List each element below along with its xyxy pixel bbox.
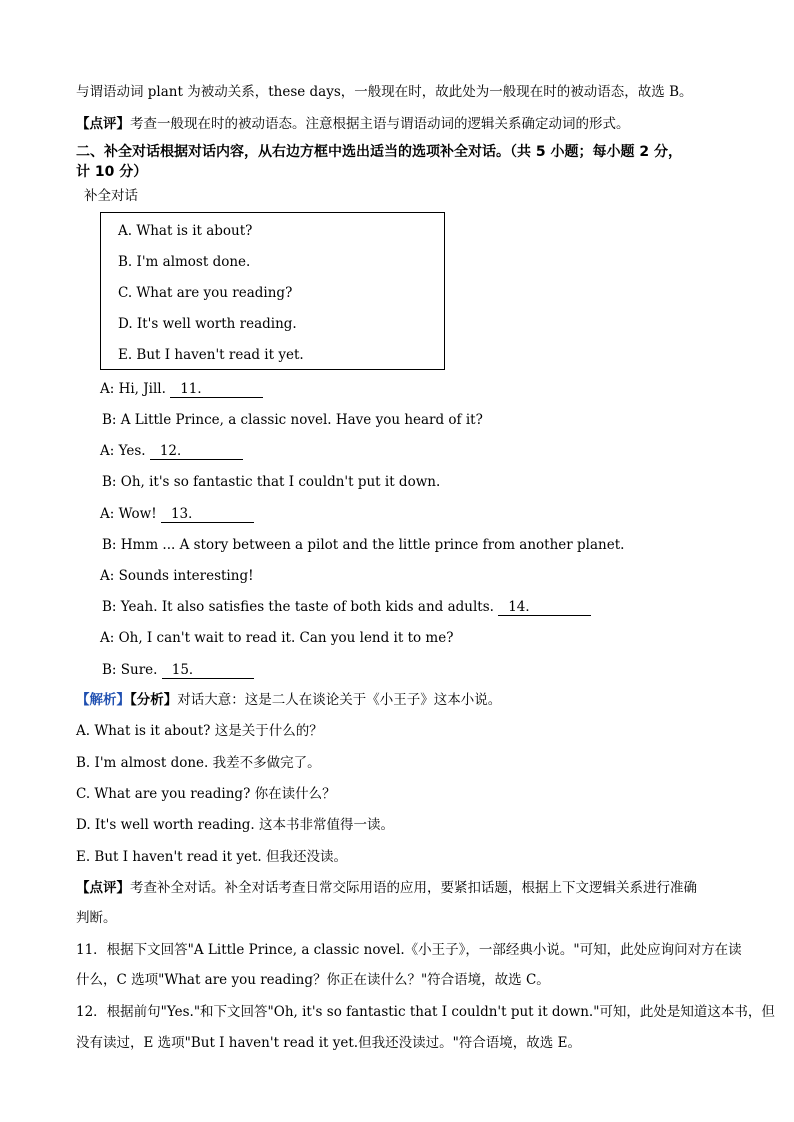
dialogue-line: B: Hmm ... A story between a pilot and the little prince from another planet. [102,537,625,553]
answer-blank-14: 14． [498,600,591,616]
comment-tag: 【点评】 [76,116,130,132]
answer-blank-15: 15． [162,663,255,679]
dialogue-text: B: Yeah. It also satisfies the taste of both kids and adults. [102,599,499,615]
option-b: B. I'm almost done. [118,254,251,270]
dialogue-line: B: Oh, it's so fantastic that I couldn't put it down. [102,474,441,490]
dialogue-line [100,506,254,523]
section-heading-cont: 计 10 分） [76,164,148,180]
dialogue-text: A: Hi, Jill. [100,381,171,397]
comment-line-cont: 判断。 [76,910,117,926]
comment-tag: 【点评】 [76,880,130,896]
dialogue-line [102,599,591,616]
dialogue-line [102,662,254,679]
option-a: A. What is it about? [118,223,253,239]
option-c: C. What are you reading? [118,285,293,301]
analysis-summary: 对话大意：这是二人在谈论关于《小王子》这本小说。 [177,692,502,708]
dialogue-text: A: Yes. [100,443,150,459]
comment-line [76,880,697,896]
section-heading: 二、补全对话根据对话内容，从右边方框中选出适当的选项补全对话。（共 5 小题；每小题 2 分， [76,144,682,160]
translation-item: D. It's well worth reading. 这本书非常值得一读。 [76,817,395,833]
dialogue-line: A: Sounds interesting! [100,568,254,584]
comment-line [76,116,630,132]
dialogue-line: B: A Little Prince, a classic novel. Have you heard of it? [102,412,483,428]
analysis-subtag: 【分析】 [130,692,178,708]
explanation-12: 12．根据前句"Yes."和下文回答"Oh, it's so fantastic that I couldn't put it down."可知，此处是知道这本书，但 [76,1004,775,1020]
comment-text: 考查一般现在时的被动语态。注意根据主语与谓语动词的逻辑关系确定动词的形式。 [130,116,630,132]
dialogue-line: A: Oh, I can't wait to read it. Can you lend it to me? [100,630,454,646]
dialogue-line [100,381,263,398]
translation-item: E. But I haven't read it yet. 但我还没读。 [76,849,347,865]
section-subtitle: 补全对话 [84,188,138,204]
translation-item: A. What is it about? 这是关于什么的？ [76,723,323,739]
option-e: E. But I haven't read it yet. [118,347,304,363]
analysis-tag: 【解析】 [76,692,130,708]
explanation-11-cont: 什么，C 选项"What are you reading？你正在读什么？"符合语境，故选 C。 [76,972,550,988]
options-box [100,212,445,370]
dialogue-line [100,443,243,460]
answer-blank-11: 11． [170,382,263,398]
explanation-12-cont: 没有读过，E 选项"But I haven't read it yet.但我还没读过。"符合语境，故选 E。 [76,1035,581,1051]
analysis-line [76,692,501,708]
text-line: 与谓语动词 plant 为被动关系，these days，一般现在时，故此处为一般现在时的被动语态，故选 B。 [76,84,693,100]
option-d: D. It's well worth reading. [118,316,297,332]
dialogue-text: B: Sure. [102,662,162,678]
explanation-11: 11．根据下文回答"A Little Prince, a classic novel.《小王子》，一部经典小说。"可知，此处应询问对方在读 [76,942,742,958]
answer-blank-13: 13． [161,507,254,523]
translation-item: C. What are you reading? 你在读什么？ [76,786,336,802]
comment-text: 考查补全对话。补全对话考查日常交际用语的应用，要紧扣话题，根据上下文逻辑关系进行准确 [130,880,697,896]
translation-item: B. I'm almost done. 我差不多做完了。 [76,755,321,771]
answer-blank-12: 12． [150,444,243,460]
dialogue-text: A: Wow! [100,506,161,522]
